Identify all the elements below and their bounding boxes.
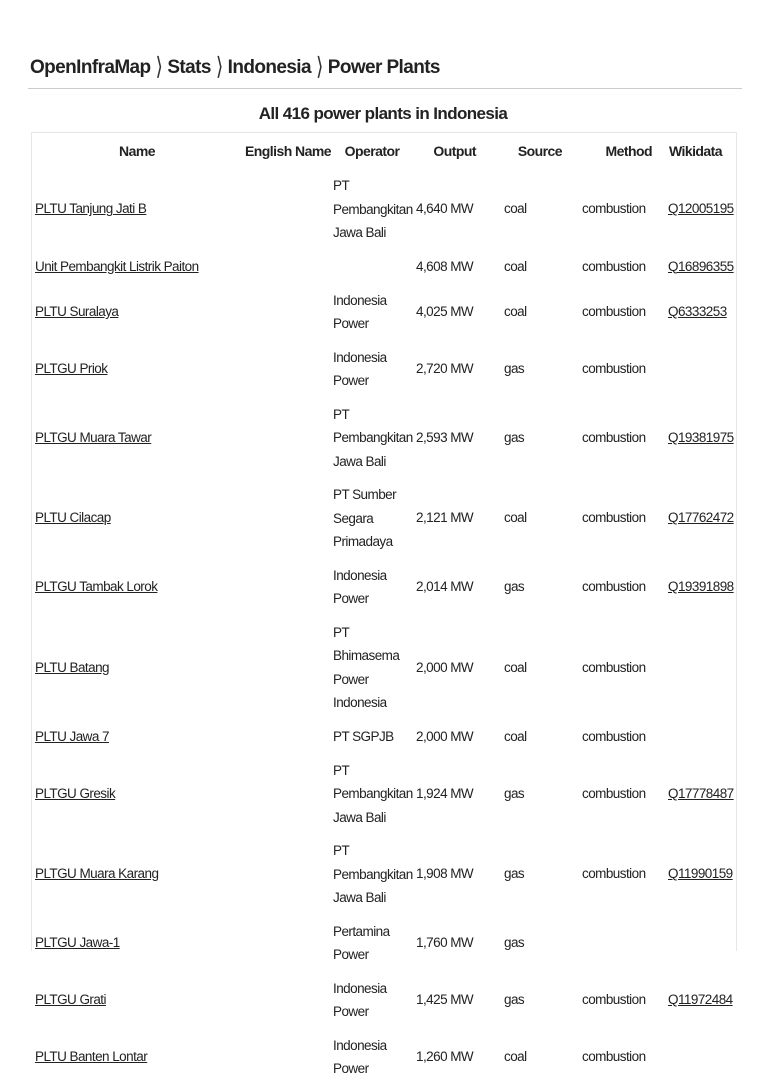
operator-cell: PT Bhimasema Power Indonesia	[333, 624, 400, 710]
wikidata-link[interactable]: Q19391898	[668, 579, 734, 594]
breadcrumb-item-stats[interactable]: Stats	[167, 57, 211, 78]
table-caption: All 416 power plants in Indonesia	[258, 104, 508, 123]
column-header-name[interactable]: Name	[119, 143, 155, 159]
plant-name-link[interactable]: PLTGU Jawa-1	[35, 935, 120, 950]
source-cell: coal	[504, 201, 527, 217]
method-cell: combustion	[582, 866, 646, 882]
source-cell: coal	[504, 258, 527, 274]
operator-cell: Pertamina Power	[333, 923, 390, 962]
table-row	[32, 616, 736, 720]
wikidata-cell	[660, 1029, 736, 1086]
table-row	[32, 915, 736, 972]
plant-name-link[interactable]: PLTGU Muara Tawar	[35, 429, 152, 445]
plant-name-cell	[32, 754, 242, 835]
plant-name-cell	[32, 834, 242, 915]
wikidata-link[interactable]: Q12005195	[668, 201, 734, 217]
output-cell: 4,640 MW	[416, 201, 474, 217]
column-header-english-name[interactable]: English Name	[245, 143, 331, 159]
english-name-cell	[242, 972, 330, 1029]
plant-name-cell	[32, 250, 242, 284]
english-name-cell	[242, 616, 330, 720]
source-cell: coal	[504, 304, 527, 319]
wikidata-cell	[660, 341, 736, 398]
output-cell: 2,014 MW	[416, 579, 474, 594]
plant-name-link[interactable]: PLTGU Gresik	[35, 785, 116, 801]
power-plants-table-container	[31, 132, 737, 1076]
method-cell: combustion	[582, 429, 646, 445]
output-cell: 4,608 MW	[416, 258, 474, 274]
table-header-row	[32, 133, 736, 169]
source-cell: gas	[504, 866, 525, 882]
method-cell	[574, 915, 660, 972]
method-cell: combustion	[582, 728, 646, 744]
wikidata-link[interactable]: Q6333253	[668, 304, 727, 319]
plant-name-cell	[32, 972, 242, 1029]
wikidata-link[interactable]: Q17778487	[668, 785, 734, 801]
english-name-cell	[242, 720, 330, 754]
source-cell: coal	[504, 728, 527, 744]
output-cell: 2,720 MW	[416, 361, 474, 376]
wikidata-link[interactable]: Q16896355	[668, 258, 734, 274]
method-cell: combustion	[582, 510, 646, 526]
wikidata-cell	[660, 169, 736, 250]
table-row	[32, 972, 736, 1029]
english-name-cell	[242, 834, 330, 915]
source-cell: coal	[504, 659, 527, 675]
table-row	[32, 1029, 736, 1086]
method-cell: combustion	[582, 304, 646, 319]
breadcrumb-separator: ⟩	[315, 53, 323, 82]
source-cell: gas	[504, 992, 525, 1007]
plant-name-link[interactable]: PLTU Banten Lontar	[35, 1049, 148, 1064]
source-cell: coal	[504, 1049, 527, 1064]
english-name-cell	[242, 559, 330, 616]
source-cell: gas	[504, 579, 525, 594]
header-divider	[28, 88, 742, 89]
english-name-cell	[242, 478, 330, 559]
plant-name-link[interactable]: PLTGU Grati	[35, 992, 106, 1007]
plant-name-link[interactable]: PLTU Batang	[35, 659, 109, 675]
source-cell: gas	[504, 361, 525, 376]
plant-name-cell	[32, 915, 242, 972]
wikidata-cell	[660, 398, 736, 479]
plant-name-cell	[32, 720, 242, 754]
method-cell: combustion	[582, 201, 646, 217]
plant-name-link[interactable]: Unit Pembangkit Listrik Paiton	[35, 258, 199, 274]
output-cell: 2,000 MW	[416, 659, 474, 675]
wikidata-cell	[660, 616, 736, 720]
plant-name-link[interactable]: PLTU Suralaya	[35, 304, 119, 319]
operator-cell: PT Pembangkitan Jawa Bali	[333, 843, 413, 905]
operator-cell	[330, 250, 414, 284]
source-cell: gas	[504, 785, 525, 801]
wikidata-link[interactable]: Q11990159	[668, 866, 733, 882]
table-row	[32, 559, 736, 616]
plant-name-cell	[32, 478, 242, 559]
table-row	[32, 398, 736, 479]
plant-name-cell	[32, 169, 242, 250]
output-cell: 1,760 MW	[416, 935, 474, 950]
output-cell: 2,593 MW	[416, 429, 474, 445]
method-cell: combustion	[582, 361, 646, 376]
method-cell: combustion	[582, 258, 646, 274]
operator-cell: PT Pembangkitan Jawa Bali	[333, 762, 413, 825]
english-name-cell	[242, 284, 330, 341]
method-cell: combustion	[582, 785, 646, 801]
output-cell: 1,908 MW	[416, 866, 474, 882]
plant-name-cell	[32, 1029, 242, 1086]
operator-cell: PT Pembangkitan Jawa Bali	[333, 406, 413, 469]
english-name-cell	[242, 250, 330, 284]
plant-name-link[interactable]: PLTGU Priok	[35, 361, 108, 376]
output-cell: 4,025 MW	[416, 304, 474, 319]
english-name-cell	[242, 169, 330, 250]
plant-name-link[interactable]: PLTGU Tambak Lorok	[35, 579, 158, 594]
output-cell: 1,260 MW	[416, 1049, 474, 1064]
method-cell: combustion	[582, 1049, 646, 1064]
plant-name-link[interactable]: PLTGU Muara Karang	[35, 866, 159, 882]
wikidata-cell	[660, 915, 736, 972]
power-plants-table	[32, 133, 736, 1086]
column-header-wikidata[interactable]: Wikidata	[668, 143, 722, 159]
breadcrumb-item-indonesia[interactable]: Indonesia	[227, 57, 311, 78]
output-cell: 1,425 MW	[416, 992, 474, 1007]
english-name-cell	[242, 341, 330, 398]
wikidata-cell	[660, 250, 736, 284]
plant-name-link[interactable]: PLTU Tanjung Jati B	[35, 201, 147, 217]
plant-name-link[interactable]: PLTU Jawa 7	[35, 728, 109, 744]
operator-cell: Indonesia Power	[333, 349, 387, 388]
breadcrumb-separator: ⟩	[155, 53, 163, 82]
column-header-output[interactable]: Output	[433, 143, 476, 159]
source-cell: coal	[504, 510, 527, 526]
table-row	[32, 284, 736, 341]
table-row	[32, 754, 736, 835]
wikidata-cell	[660, 754, 736, 835]
wikidata-cell	[660, 559, 736, 616]
method-cell: combustion	[582, 659, 646, 675]
plant-name-cell	[32, 341, 242, 398]
operator-cell: Indonesia Power	[333, 980, 387, 1019]
method-cell: combustion	[582, 579, 646, 594]
output-cell: 1,924 MW	[416, 785, 474, 801]
operator-cell: Indonesia Power	[333, 567, 387, 606]
wikidata-link[interactable]: Q19381975	[668, 429, 734, 445]
plant-name-cell	[32, 284, 242, 341]
english-name-cell	[242, 915, 330, 972]
operator-cell: PT SGPJB	[333, 728, 394, 744]
wikidata-cell	[660, 834, 736, 915]
plant-name-cell	[32, 559, 242, 616]
operator-cell: Indonesia Power	[333, 292, 387, 331]
column-header-operator[interactable]: Operator	[344, 143, 400, 159]
plant-name-link[interactable]: PLTU Cilacap	[35, 510, 111, 526]
table-row	[32, 169, 736, 250]
column-header-method[interactable]: Method	[605, 143, 652, 159]
operator-cell: PT Pembangkitan Jawa Bali	[333, 178, 413, 240]
wikidata-cell	[660, 284, 736, 341]
breadcrumb-item-openinframap[interactable]: OpenInfraMap	[30, 57, 151, 78]
operator-cell: PT Sumber Segara Primadaya	[333, 487, 397, 549]
source-cell: gas	[504, 429, 525, 445]
plant-name-cell	[32, 398, 242, 479]
table-row	[32, 720, 736, 754]
wikidata-cell	[660, 972, 736, 1029]
table-row	[32, 341, 736, 398]
plant-name-cell	[32, 616, 242, 720]
column-header-source[interactable]: Source	[517, 143, 562, 159]
output-cell: 2,121 MW	[416, 510, 474, 526]
english-name-cell	[242, 1029, 330, 1086]
table-row	[32, 834, 736, 915]
wikidata-cell	[660, 720, 736, 754]
wikidata-link[interactable]: Q11972484	[668, 992, 733, 1007]
english-name-cell	[242, 754, 330, 835]
english-name-cell	[242, 398, 330, 479]
wikidata-link[interactable]: Q17762472	[668, 510, 734, 526]
operator-cell: Indonesia Power	[333, 1037, 387, 1076]
output-cell: 2,000 MW	[416, 728, 474, 744]
breadcrumb-separator: ⟩	[215, 53, 223, 82]
table-row	[32, 478, 736, 559]
source-cell: gas	[504, 935, 525, 950]
wikidata-cell	[660, 478, 736, 559]
breadcrumb-item-power-plants: Power Plants	[327, 57, 440, 78]
table-row	[32, 250, 736, 284]
method-cell: combustion	[582, 992, 646, 1007]
breadcrumb	[30, 53, 440, 82]
